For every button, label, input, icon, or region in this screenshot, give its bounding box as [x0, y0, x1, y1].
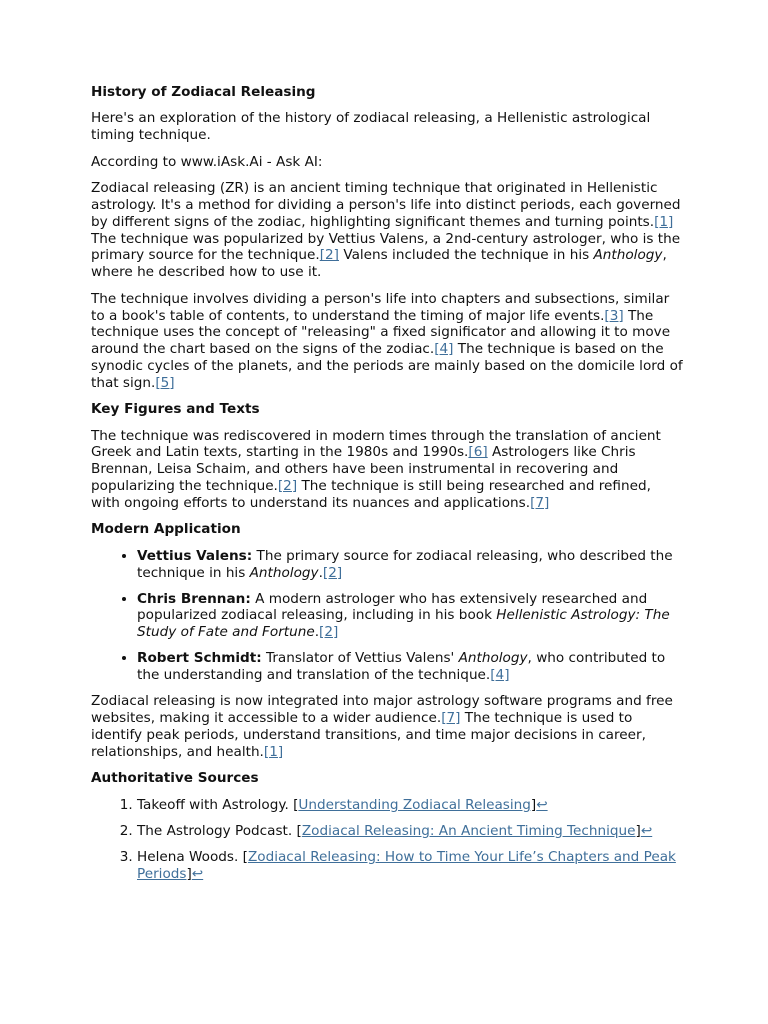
- figure-name: Chris Brennan:: [137, 590, 251, 607]
- text: Astrologers like Chris Brennan, Leisa Schaim, and others have been instrumental in recovering and popularizing the technique.: [91, 444, 636, 495]
- source-link[interactable]: Zodiacal Releasing: An Ancient Timing Technique: [301, 823, 636, 840]
- page-title: History of Zodiacal Releasing: [91, 84, 316, 100]
- source-item: [137, 797, 683, 814]
- citation-link[interactable]: [4]: [434, 341, 454, 358]
- text: The primary source for zodiacal releasing, who described the technique in his: [137, 547, 673, 581]
- figure-name: Vettius Valens:: [137, 547, 253, 564]
- text: The technique involves dividing a person's life into chapters and subsections, similar to a book's table of contents, to understand the timing of major life events.: [91, 290, 670, 324]
- citation-link[interactable]: [7]: [441, 710, 461, 727]
- paragraph-2: [91, 291, 683, 392]
- citation-link[interactable]: [2]: [319, 247, 339, 264]
- text: , where he described how to use it.: [91, 247, 667, 281]
- backref-icon[interactable]: ↩: [536, 796, 548, 813]
- source-item: [137, 823, 683, 840]
- sources-list: [91, 797, 683, 883]
- text: Translator of Vettius Valens': [261, 650, 459, 667]
- figure-name: Robert Schmidt:: [137, 650, 262, 667]
- text: ]: [635, 823, 641, 840]
- book-title: Anthology: [249, 564, 319, 581]
- text: ]: [530, 796, 537, 813]
- citation-link[interactable]: [6]: [468, 444, 488, 461]
- paragraph-4: [91, 693, 683, 760]
- text: The technique is used to identify peak periods, understand transitions, and time major decisions in career, relationships, and health.: [91, 710, 646, 760]
- source-item: [137, 849, 683, 883]
- text: ]: [186, 866, 192, 882]
- text: The technique uses the concept of "releasing" a fixed significator and allowing it to move around the chart based on the signs of the zodiac.: [91, 307, 671, 358]
- citation-link[interactable]: [1]: [263, 743, 284, 760]
- backref-icon[interactable]: ↩: [191, 866, 204, 882]
- text: The Astrology Podcast. [: [137, 823, 302, 840]
- citation-link[interactable]: [7]: [530, 494, 550, 511]
- citation-link[interactable]: [2]: [277, 478, 298, 495]
- text: , who contributed to the understanding and translation of the technique.: [137, 650, 666, 683]
- section-heading-modern-application: Modern Application: [91, 521, 241, 538]
- text: Zodiacal releasing (ZR) is an ancient timing technique that originated in Hellenistic astrology. It's a method for dividing a person's life into distinct periods, each governed by different signs of the zodiac, highlighting significant themes and turning points.: [91, 180, 681, 230]
- section-heading-authoritative-sources: Authoritative Sources: [91, 770, 259, 787]
- text: The technique was rediscovered in modern times through the translation of ancient Greek and Latin texts, starting in the 1980s and 1990s.: [91, 427, 661, 461]
- text: The technique is based on the synodic cycles of the planets, and the periods are mainly based on the domicile lord of that sign.: [91, 341, 683, 391]
- intro-paragraph: Here's an exploration of the history of zodiacal releasing, a Hellenistic astrological timing technique.: [91, 110, 651, 144]
- backref-icon[interactable]: ↩: [640, 823, 653, 840]
- text: .: [314, 624, 320, 641]
- book-title: Anthology: [593, 247, 663, 264]
- text: Zodiacal releasing is now integrated into major astrology software programs and free websites, making it accessible to a wider audience.: [91, 693, 673, 727]
- citation-link[interactable]: [2]: [322, 564, 343, 581]
- citation-link[interactable]: [1]: [654, 213, 674, 230]
- paragraph-3: [91, 428, 683, 512]
- source-attribution: According to www.iAsk.Ai - Ask AI:: [91, 153, 323, 170]
- citation-link[interactable]: [5]: [155, 374, 175, 391]
- section-heading-key-figures: Key Figures and Texts: [91, 401, 260, 418]
- key-figures-list: [91, 548, 683, 684]
- book-title: Hellenistic Astrology: The Study of Fate and Fortune: [137, 607, 670, 641]
- source-link[interactable]: Zodiacal Releasing: How to Time Your Life’s Chapters and Peak Periods: [137, 849, 676, 882]
- list-item: [137, 650, 683, 684]
- text: The technique is still being researched and refined, with ongoing efforts to understand its nuances and applications.: [91, 478, 651, 511]
- text: The technique was popularized by Vettius Valens, a 2nd-century astrologer, who is the primary source for the technique.: [91, 230, 681, 264]
- book-title: Anthology: [458, 650, 528, 667]
- text: Takeoff with Astrology. [: [137, 796, 299, 813]
- citation-link[interactable]: [3]: [604, 307, 624, 324]
- citation-link[interactable]: [4]: [490, 666, 510, 683]
- text: A modern astrologer who has extensively researched and popularized zodiacal releasing, including in his book: [137, 590, 648, 624]
- list-item: [137, 591, 683, 641]
- text: Helena Woods. [: [137, 849, 248, 866]
- source-link[interactable]: Understanding Zodiacal Releasing: [298, 796, 531, 813]
- text: .: [318, 564, 323, 581]
- paragraph-1: [91, 180, 683, 281]
- list-item: [137, 548, 683, 582]
- citation-link[interactable]: [2]: [319, 624, 339, 641]
- text: Valens included the technique in his: [339, 247, 594, 264]
- document-page: [91, 84, 683, 892]
